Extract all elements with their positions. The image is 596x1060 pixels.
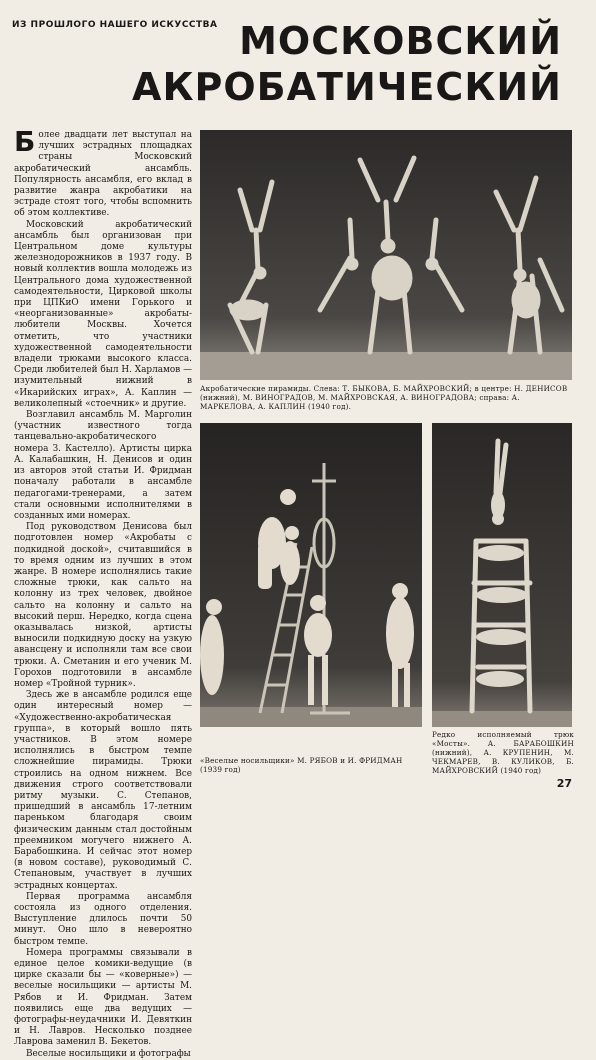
article-paragraph: Веселые носильщики и фотографы bbox=[26, 1048, 191, 1059]
caption-top-photo: Акробатические пирамиды. Слева: Т. БЫКОВА, Б. МАЙХРОВСКИЙ; в центре: Н. ДЕНИСОВ (нижний), М. ВИНОГРАДОВ, М. МАЙХРОВСКАЯ, А. ВИНОГРАДОВА; справа: А. МАРКЕЛОВА, А. КАПЛИН (1940 год). bbox=[200, 384, 568, 411]
article-title bbox=[132, 18, 562, 110]
photo-bridges-trick bbox=[432, 423, 572, 727]
caption-bottom-left-photo: «Веселые носильщики» М. РЯБОВ и И. ФРИДМАН (1939 год) bbox=[200, 756, 403, 774]
article-paragraph: Здесь же в ансамбле родился еще один интересный номер — «Художественно-акробатическая группа», в который вошло пять участников. В этом номере исполнялись в быстром темпе сложнейшие пирамиды. Трюки строились на одном нижнем. Все движения строго соответствовали ритму музыки. С. Степанов, пришедший в ансамбль 17-летним пареньком благодаря своим физическим данным стал достойным преемником могучего нижнего А. Барабошкина. И сейчас этот номер (в новом составе), руководимый С. Степановым, участвует в лучших эстрадных концертах. bbox=[14, 690, 192, 891]
page-number: 27 bbox=[556, 777, 572, 790]
article-paragraph: Более двадцати лет выступал на лучших эстрадных площадках страны Московский акробатический ансамбль. Популярность ансамбля, его вклад в развитие жанра акробатики на эстраде стоят того, чтобы вспомнить об этом коллективе. bbox=[14, 125, 192, 219]
caption-bottom-right-photo: Редко исполняемый трюк «Мосты». А. БАРАБОШКИН (нижний), А. КРУПЕНИН, М. ЧЕКМАРЕВ, В. КУЛИКОВ, Б. МАЙХРОВСКИЙ (1940 год) bbox=[432, 730, 574, 775]
photo-acrobatic-pyramids bbox=[200, 130, 572, 380]
article-paragraph: Возглавил ансамбль М. Марголин (участник известного тогда танцевально-акробатического номера З. Кастелло). Артисты цирка А. Калабашкин, Н. Денисов и один из авторов этой статьи И. Фридман поначалу работали в ансамбле педагогами-тренерами, а затем стали основными исполнителями в созданных ими номерах. bbox=[14, 410, 192, 521]
article-paragraph: Первая программа ансамбля состояла из одного отделения. Выступление длилось почти 50 минут. Оно шло в невероятно быстром темпе. bbox=[14, 891, 192, 947]
article-paragraph: Номера программы связывали в единое целое комики-ведущие (в цирке сказали бы — «коверные») — веселые носильщики — артисты М. Рябов и И. Фридман. Затем появились еще два ведущих — фотографы-неудачники И. Девяткин и Н. Лавров. Несколько позднее Лаврова заменил В. Бекетов. bbox=[14, 947, 192, 1048]
drop-cap: Б bbox=[14, 125, 36, 158]
title-line-2: АКРОБАТИЧЕСКИЙ bbox=[132, 65, 562, 109]
article-paragraph: Московский акробатический ансамбль был организован при Центральном доме культуры железнодорожников в 1937 году. В новый коллектив вошла молодежь из Центрального дома художественной самодеятельности, Цирковой школы при ЦПКиО имени Горького и «неорганизованные» акробаты-любители Москвы. Хочется отметить, что участники художественной самодеятельности владели трюками высокого класса. Среди любителей был Н. Харламов — изумительный нижний в «Икарийских играх», А. Каплин — великолепный «стоечник» и другие. bbox=[14, 219, 192, 409]
article-paragraph: Под руководством Денисова был подготовлен номер «Акробаты с подкидной доской», считавшийся в то время одним из лучших в этом жанре. В номере исполнялись такие сложные трюки, как сальто на колонну из трех человек, двойное сальто на колонну и сальто на высокий перш. Нередко, когда сцена оказывалась низкой, артисты выносили подкидную доску на узкую авансцену и исполняли там все свои трюки. А. Сметанин и его ученик М. Горохов подготовили в ансамбле номер «Тройной турник». bbox=[14, 522, 192, 689]
article-text-column bbox=[14, 125, 192, 1060]
photo-comic-porters bbox=[200, 423, 422, 727]
section-label: ИЗ ПРОШЛОГО НАШЕГО ИСКУССТВА bbox=[12, 20, 218, 30]
title-line-1: МОСКОВСКИЙ bbox=[239, 19, 562, 63]
